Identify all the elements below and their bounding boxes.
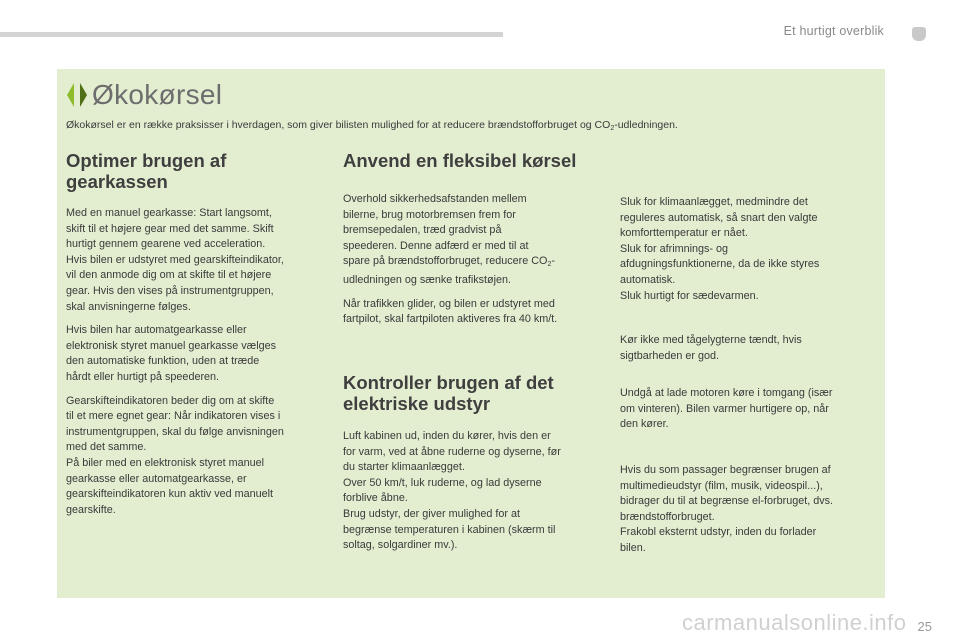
electrical-heading: Kontroller brugen af det elektriske udstyr: [343, 372, 554, 414]
flexible-driving-text-end: - udledningen og sænke trafikstøjen.: [343, 255, 555, 286]
gearbox-heading: Optimer brugen af gearkassen: [66, 150, 227, 192]
middle-column: [343, 150, 599, 552]
page-title-row: [66, 78, 222, 112]
intro-text-main: Økokørsel er en række praksisser i hverdagen, som giver bilisten mulighed for at reducere brændstofforbruget og CO: [66, 119, 611, 131]
page-number: 25: [917, 619, 932, 634]
intro-text: [66, 118, 866, 136]
intro-co2-subscript: 2: [610, 125, 615, 132]
right-paragraph-2: Kør ikke med tågelygterne tændt, hvis sigtbarheden er god.: [620, 334, 802, 362]
flexible-driving-heading: Anvend en fleksibel kørsel: [343, 150, 577, 171]
electrical-section: [343, 372, 599, 562]
right-paragraph-1: Sluk for klimaanlægget, medmindre det reguleres automatisk, så snart den valgte komforttemperatur er nået. Sluk for afrimnings- og afdugningsfunktionerne, da de ikke styres automatisk. Sluk hurtigt for sædevarmen.: [620, 196, 820, 302]
flexible-driving-paragraph-2: Når trafikken glider, og bilen er udstyret med fartpilot, skal fartpiloten aktiveres fra 40 km/t.: [343, 297, 558, 326]
chevron-double-icon: [66, 80, 88, 110]
right-paragraph-4: Hvis du som passager begrænser brugen af multimedieudstyr (film, musik, videospil...), bidrager du til at begrænse el-forbruget, dvs. brændstofforbruget. Frakobl eksternt udstyr, inden du forlader bilen.: [620, 464, 834, 554]
right-paragraph-3: Undgå at lade motoren køre i tomgang (især om vinteren). Bilen varmer hurtigere op, når den kører.: [620, 387, 833, 431]
gearbox-section: [66, 150, 326, 526]
header-rule: [0, 32, 503, 37]
gearbox-paragraph-1: Med en manuel gearkasse: Start langsomt, skift til et højere gear med det samme. Skift hurtigt gennem gearene ved acceleration. Hvis bilen er udstyret med gearskifteindikator, vil den anmode dig om at skifte til et højere gear. Hvis den vises på instrumentgruppen, skal anvisningerne følges.: [66, 207, 284, 313]
flexible-driving-text: Overhold sikkerhedsafstanden mellem bilerne, brug motorbremsen frem for bremsepedalen, træd gradvist på speederen. Denne adfærd er med til at spare på brændstofforbruget, reducere CO: [343, 193, 548, 268]
gearbox-paragraph-3: Gearskifteindikatoren beder dig om at skifte til et mere egnet gear: Når indikatoren vises i instrumentgruppen, skal du følge anvisningen med det samme. På biler med en elektronisk styret manuel gearkasse eller automatgearkasse, er gearskifteindikatoren kun aktiv ved manuelt gearskifte.: [66, 394, 284, 516]
page-corner-tab: [912, 27, 926, 41]
gearbox-paragraph-2: Hvis bilen har automatgearkasse eller elektronisk styret manuel gearkasse vælges den automatiske funktion, uden at træde hårdt eller hurtigt på speederen.: [66, 324, 277, 383]
section-title: Et hurtigt overblik: [783, 24, 884, 38]
intro-text-end: -udledningen.: [614, 119, 678, 131]
watermark: carmanualsonline.info: [682, 610, 907, 635]
flexible-driving-paragraph-1: [343, 192, 599, 289]
electrical-paragraph-1: Luft kabinen ud, inden du kører, hvis den er for varm, ved at åbne ruderne og dyserne, før du starter klimaanlægget. Over 50 km/t, luk ruderne, og lad dyserne forblive åbne. Brug udstyr, der giver mulighed for at begrænse temperaturen i kabinen (skærm til soltag, solgardiner mv.).: [343, 430, 561, 552]
page-title: Økokørsel: [92, 79, 223, 110]
flexible-co2-subscript: 2: [547, 261, 552, 269]
